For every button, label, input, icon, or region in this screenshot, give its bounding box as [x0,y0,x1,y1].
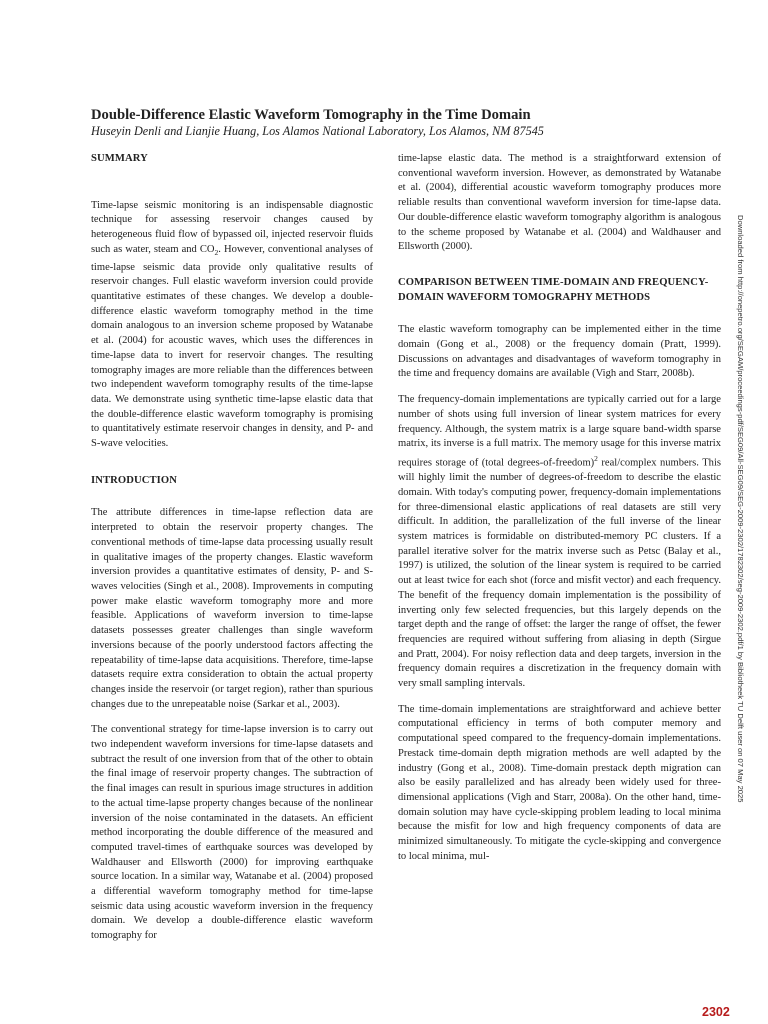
comparison-heading: COMPARISON BETWEEN TIME-DOMAIN AND FREQUENCY-DOMAIN WAVEFORM TOMOGRAPHY METHODS [398,276,709,303]
paper-title: Double-Difference Elastic Waveform Tomography in the Time Domain [91,107,531,123]
comparison-paragraph-2: The frequency-domain implementations are typically carried out for a large number of shots using full inversion of linear system matrices for every frequency. Although, the system matrix is a large square band-width sparse matrix, its inverse is a full matrix. The memory usage for this inverse matrix requires storage of (total degrees-of-freedom)$^2$ real/complex numbers. This will highly limit the number of degrees-of-freedom to describe the elastic domain. With today's computing power, frequency-domain implementations for three-dimensional elastic applications of real datasets are still very difficult. In addition, the parallelization of the full inverse of the linear system matrices is formidable on distributed-memory PC clusters. If a parallel iterative solver for the matrix inverse such as Petsc (Balay et al., 1997) is utilized, the solution of the linear system is required to be carried out at least twice for each shot (force and misfit vector) and each frequency. The benefit of the frequency domain implementation is the possibility of inverting only few selected frequencies, but this largely depends on the target depth and the range of offset: the larger the range of offset, the fewer frequencies are required without suffering from aliasing in depth (Sirgue and Pratt, 2004). For noisy reflection data and deep targets, inversion in the frequency domain requires a discretization in the frequency domain with very small sampling intervals. [398,394,721,690]
summary-paragraph: Time-lapse seismic monitoring is an indispensable diagnostic technique for assessing reservoir changes caused by heterogeneous fluid flow of bypassed oil, injected reservoir fluids such as water, steam and $CO_2$. However, conventional analyses of time-lapse seismic data provide only qualitative results of reservoir changes. Full elastic waveform inversion could provide quantitative estimates of these changes. We develop a double-difference elastic waveform tomography method in the time domain analogous to an inversion scheme proposed by Watanabe et al. (2004) for acoustic waves, which uses the differences in time-lapse data to invert for reservoir changes. The resulting tomography images are more reliable than the differences between two independent waveform tomography results of the time-lapse data. We demonstrate using synthetic time-lapse elastic data that the double-difference elastic waveform tomography is promising to quantitatively estimate reservoir changes in density, and P- and S-wave velocities. [91,199,374,450]
introduction-heading: INTRODUCTION [91,474,177,486]
summary-heading: SUMMARY [91,153,148,164]
comparison-paragraph-1: The elastic waveform tomography can be implemented either in the time domain (Gong et al., 2008) or the frequency domain (Pratt, 1999). Discussions on advantages and disadvantages of waveform tomography in the time and frequency domains are available (Vigh and Starr, 2008b). [398,324,721,380]
paper-authors: Huseyin Denli and Lianjie Huang, Los Alamos National Laboratory, Los Alamos, NM 87545 [91,124,544,138]
download-watermark: Downloaded from http://onepetro.org/SEGAM/proceedings-pdf/SEG09/All-SEG09/SEG-2009-2302/1782302/seg-2009-2302.pdf/1 by Bibliotheek TU Delft user on 07 May 2025 [736,215,745,803]
comparison-paragraph-3: The time-domain implementations are straightforward and achieve better computational efficiency in terms of both computer memory and computational speed compared to the frequency-domain implementations. Prestack time-domain depth migration methods are well adapted by the industry (Gong et al., 2008). Time-domain prestack depth migration can also be easily parallelized and has already been widely used for three-dimensional applications (Vigh and Starr, 2008a). On the other hand, time-domain solution may have cycle-skipping problem leading to local minima because the misfit for low and high frequency components of data are minimized simultaneously. To mitigate the cycle-skipping and convergence to local minima, mul- [398,703,721,862]
right-column [398,152,721,875]
left-column [91,152,373,955]
introduction-paragraph-2: The conventional strategy for time-lapse inversion is to carry out two independent waveform inversions for time-lapse datasets and subtract the result of one inversion from that of the other to obtain the final image of reservoir property changes. The subtraction of the final images can result in spurious image structures in addition to the actual time-lapse property changes because of the nonlinear inversion of the noise contaminated in the datasets. An efficient method incorporating the double difference of the measured and computed travel-times of earthquake sources was developed by Waldhauser and Ellsworth (2000) for improving earthquake source location. In a similar way, Watanabe et al. (2004) proposed a differential waveform tomography method for time-lapse seismic data using acoustic waveform inversion in the frequency domain. We develop a double-difference elastic waveform tomography for [91,724,373,942]
page-number: 2302 [702,1005,730,1019]
introduction-paragraph-continued: time-lapse elastic data. The method is a straightforward extension of conventional waveform inversion. However, as demonstrated by Watanabe et al. (2004), differential acoustic waveform tomography produces more reliable results than conventional waveform inversion for time-lapse data. Our double-difference elastic waveform tomography algorithm is analogous to the scheme proposed by Watanabe et al. (2004) and Waldhauser and Ellsworth (2000). [398,153,721,253]
introduction-paragraph-1: The attribute differences in time-lapse reflection data are interpreted to obtain the reservoir property changes. The conventional methods of time-lapse data processing usually result in qualitative images of the property changes. Elastic waveform inversion provides a quantitative estimates of density, P- and S-waves velocities (Singh et al., 2008). Improvements in computing power make elastic waveform tomography more and more feasible. Applications of waveform inversion to time-lapse datasets possesses greater challenges than single waveform inversions because of the poorly understood factors affecting the repeatability of time-lapse data acquisitions. Therefore, time-lapse datasets require extra consideration to obtain the actual property changes inside the reservoir (or target region), rather than spurious changes due to the unrepeatable noise (Sarkar et al., 2003). [91,507,373,710]
